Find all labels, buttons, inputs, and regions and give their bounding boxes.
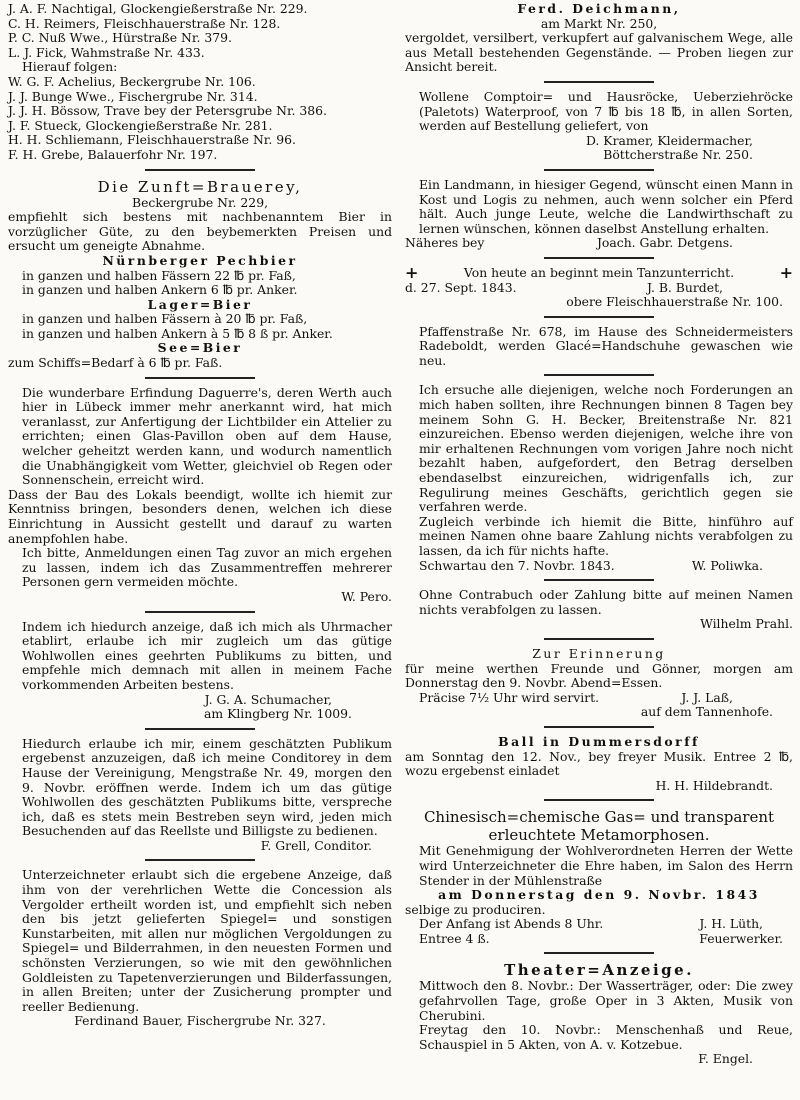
- grell-signature: F. Grell, Conditor.: [260, 837, 372, 853]
- landmann-signature: Joach. Gabr. Detgens.: [596, 235, 733, 251]
- list-item: H. H. Schliemann, Fleischhauerstraße Nr. 96.: [8, 132, 296, 148]
- theater-heading: Theater=Anzeige.: [504, 961, 694, 980]
- pero-paragraph: Ich bitte, Anmeldungen einen Tag zuvor an mich ergehen zu lassen, indem ich das Zusammentreffen mehrerer Personen gern vermeiden möchte.: [22, 545, 392, 590]
- cross-icon: +: [405, 262, 419, 282]
- gas-entree-line: [405, 932, 793, 947]
- grell-ad: [8, 737, 392, 854]
- theater-paragraph: Mittwoch den 8. Novbr.: Der Wasserträger, oder: Die zwey gefahrvollen Tage, große Oper in 3 Akten, Musik von Cherubini.: [419, 978, 793, 1023]
- radeboldt-text: Pfaffenstraße Nr. 678, im Hause des Schneidermeisters Radeboldt, werden Glacé=Handschuhe gewaschen wie neu.: [419, 323, 793, 368]
- theater-ad: [405, 961, 793, 1067]
- gas-date: am Donnerstag den 9. Novbr. 1843: [438, 887, 760, 903]
- list-item: J. J. Bunge Wwe., Fischergrube Nr. 314.: [8, 88, 258, 104]
- pero-signature: W. Pero.: [341, 588, 392, 604]
- theater-paragraph: Freytag den 10. Novbr.: Menschenhaß und Reue, Schauspiel in 5 Akten, von A. v. Kotzebue.: [419, 1022, 793, 1052]
- list-item: J. J. H. Bössow, Trave bey der Petersgrube Nr. 386.: [8, 103, 327, 119]
- divider: [544, 257, 654, 259]
- burdet-sigline: [405, 281, 793, 296]
- list-item: C. H. Reimers, Fleischhauerstraße Nr. 128.: [8, 15, 281, 31]
- poliwka-paragraph: Ich ersuche alle diejenigen, welche noch Forderungen an mich haben sollten, ihre Rechnungen binnen 8 Tagen bey meinem Sohn G. H. Becker, Breitenstraße Nr. 821 einzureichen. Ebenso werden diejenigen, welche ihre von mir erhaltenen Rechnungen vom vorigen Jahre noch nicht bezahlt haben, aufgefordert, den Betrag derselben ebendaselbst einzureichen, widrigenfalls ich, zur Regulirung meines Geschäfts, gerichtlich gegen sie verfahren werde.: [419, 382, 793, 515]
- list-item: J. F. Stueck, Glockengießerstraße Nr. 281.: [8, 117, 273, 133]
- gas-entree: Entree 4 ß.: [419, 930, 490, 946]
- poliwka-ad: [405, 383, 793, 573]
- poliwka-place-date: Schwartau den 7. Novbr. 1843.: [419, 557, 615, 573]
- gas-profession: Feuerwerker.: [699, 930, 783, 946]
- burdet-address: obere Fleischhauerstraße Nr. 100.: [566, 294, 783, 310]
- schumacher-address: am Klingberg Nr. 1009.: [204, 706, 352, 722]
- deichmann-text: vergoldet, versilbert, verkupfert auf galvanischem Wege, alle aus Metall bestehenden Gegenstände. — Proben liegen zur Ansicht bereit.: [405, 30, 793, 75]
- pero-ad: [8, 386, 392, 605]
- lass-signature: J. J. Laß,: [681, 689, 733, 705]
- ball-signature: H. H. Hildebrandt.: [655, 777, 773, 793]
- deichmann-ad: [405, 2, 793, 75]
- kramer-text: Wollene Comptoir= und Hausröcke, Ueberziehröcke (Paletots) Waterproof, von 7 ℔ bis 18 ℔, in allen Sorten, werden auf Bestellung geliefert, von: [419, 88, 793, 134]
- price-line: zum Schiffs=Bedarf à 6 ℔ pr. Faß.: [8, 355, 223, 371]
- left-column: [8, 2, 392, 1029]
- landmann-text: Ein Landmann, in hiesiger Gegend, wünscht einen Mann in Kost und Logis zu nehmen, auch wenn solcher ein Pferd hält. Auch junge Leute, welche die Landwirthschaft zu lernen wünschen, können daselbst Anstellung erhalten.: [419, 176, 793, 236]
- gas-produce: selbige zu produciren.: [405, 901, 546, 917]
- schumacher-ad: [8, 620, 392, 722]
- hierauf-label: Hierauf folgen:: [22, 59, 118, 75]
- landmann-ad: [405, 178, 793, 251]
- bauer-signature: Ferdinand Bauer, Fischergrube Nr. 327.: [74, 1013, 326, 1029]
- brewer-list-top: [8, 2, 392, 163]
- kramer-signature: D. Kramer, Kleidermacher,: [585, 132, 753, 148]
- gas-start: Der Anfang ist Abends 8 Uhr.: [419, 916, 604, 932]
- divider: [145, 859, 255, 861]
- list-item: J. A. F. Nachtigal, Glockengießerstraße Nr. 229.: [8, 1, 308, 16]
- price-line: in ganzen und halben Fässern 22 ℔ pr. Faß,: [22, 267, 296, 283]
- schumacher-signature: J. G. A. Schumacher,: [204, 691, 332, 707]
- divider: [544, 799, 654, 801]
- poliwka-signature: W. Poliwka.: [691, 557, 763, 573]
- brauerey-address: Beckergrube Nr. 229,: [131, 194, 269, 210]
- deichmann-name: Ferd. Deichmann,: [517, 1, 681, 16]
- poliwka-footer: [405, 559, 793, 574]
- schumacher-text: Indem ich hiedurch anzeige, daß ich mich als Uhrmacher etablirt, erlaube ich mir zugleich um das gütige Wohlwollen eines geehrten Publikums zu bitten, und empfehle mich demnach mit allen in meinem Fache vorkommenden Arbeiten bestens.: [22, 618, 392, 692]
- deichmann-address: am Markt Nr. 250,: [540, 15, 658, 31]
- kramer-ad: [405, 90, 793, 163]
- lass-time: Präcise 7½ Uhr wird servirt.: [419, 689, 600, 705]
- burdet-signature: J. B. Burdet,: [646, 279, 723, 295]
- brauerey-heading-lagerbier: Lager=Bier: [147, 296, 253, 312]
- burdet-date: d. 27. Sept. 1843.: [405, 279, 517, 295]
- divider: [544, 638, 654, 640]
- prahl-ad: [405, 588, 793, 632]
- landmann-naheres: Näheres bey: [405, 235, 485, 251]
- divider: [544, 316, 654, 318]
- poliwka-paragraph: Zugleich verbinde ich hiemit die Bitte, hinführo auf meinen Namen ohne baare Zahlung nichts verabfolgen zu lassen, da ich für nichts hafte.: [419, 513, 793, 558]
- lass-timeline: [405, 691, 793, 706]
- gas-text: Mit Genehmigung der Wohlverordneten Herren der Wette wird Unterzeichneter die Ehre haben, im Salon des Herrn Stender in der Mühlenstraße: [419, 843, 793, 888]
- list-item: F. H. Grebe, Balauerfohr Nr. 197.: [8, 146, 218, 162]
- pero-paragraph: Die wunderbare Erfindung Daguerre's, deren Werth auch hier in Lübeck immer mehr anerkannt wird, hat mich veranlasst, zur Anfertigung der Lichtbilder ein Attelier zu errichten; einen Glas-Pavillon oben auf dem Hause, welcher geheitzt werden kann, und wodurch namentlich die Unabhängigkeit vom Wetter, gleichviel ob Regen oder Sonnenschein, erreicht wird.: [22, 384, 392, 488]
- gas-start-line: [405, 917, 793, 932]
- prahl-text: Ohne Contrabuch oder Zahlung bitte auf meinen Namen nichts verabfolgen zu lassen.: [419, 587, 793, 617]
- lass-address: auf dem Tannenhofe.: [640, 704, 773, 720]
- divider: [544, 81, 654, 83]
- list-item: P. C. Nuß Wwe., Hürstraße Nr. 379.: [8, 30, 232, 46]
- theater-signature: F. Engel.: [698, 1051, 753, 1067]
- cross-icon: +: [779, 262, 793, 282]
- grell-text: Hiedurch erlaube ich mir, einem geschätzten Publikum ergebenst anzuzeigen, daß ich meine Conditorey in dem Hause der Vereinigung, Mengstraße Nr. 49, morgen den 9. Novbr. eröffnen werde. Indem ich um das gütige Wohlwollen des geschätzten Publikums bitte, verspreche ich, daß es stets mein Bestreben seyn wird, jeden mich Besuchenden auf das Reellste und Billigste zu bedienen.: [22, 735, 392, 839]
- brauerey-heading-pechbier: Nürnberger Pechbier: [102, 252, 298, 268]
- burdet-headline: [405, 262, 793, 282]
- divider: [145, 728, 255, 730]
- divider: [544, 169, 654, 171]
- lass-heading: Zur Erinnerung: [532, 645, 666, 661]
- brauerey-intro: empfiehlt sich bestens mit nachbenanntem Bier in vorzüglicher Güte, zu den beybemerkten Preisen und ersucht um geneigte Abnahme.: [8, 209, 392, 254]
- list-item: L. J. Fick, Wahmstraße Nr. 433.: [8, 44, 205, 60]
- brauerey-ad: [8, 178, 392, 371]
- divider: [145, 169, 255, 171]
- bauer-text: Unterzeichneter erlaubt sich die ergebene Anzeige, daß ihm von der verehrlichen Wette die Concession als Vergolder ertheilt worden ist, und empfiehlt sich neben den bis jetzt gelieferten Spiegel= und sonstigen Kunstarbeiten, mit allen nur möglichen Vergoldungen zu Spiegel= und Bilderrahmen, in den neuesten Formen und schönsten Verzierungen, so wie mit den gewöhnlichen Goldleisten zu Tapetenverzierungen und Bilderfassungen, in allen Breiten; unter der Zusicherung prompter und reeller Bedienung.: [22, 867, 392, 1014]
- ball-ad: [405, 735, 793, 793]
- divider: [544, 952, 654, 954]
- kramer-address: Böttcherstraße Nr. 250.: [603, 147, 753, 163]
- lass-text: für meine werthen Freunde und Gönner, morgen am Donnerstag den 9. Novbr. Abend=Essen.: [405, 660, 793, 691]
- brauerey-heading-seebier: See=Bier: [157, 340, 243, 356]
- divider: [145, 377, 255, 379]
- ball-heading: Ball in Dummersdorff: [498, 733, 700, 749]
- pero-paragraph: Dass der Bau des Lokals beendigt, wollte ich hiemit zur Kenntniss bringen, besonders denen, welchen ich diese Einrichtung in Aussicht gestellt und darauf zu warten anempfohlen habe.: [8, 486, 392, 546]
- list-item: W. G. F. Achelius, Beckergrube Nr. 106.: [8, 73, 256, 89]
- prahl-signature: Wilhelm Prahl.: [700, 616, 793, 632]
- divider: [544, 726, 654, 728]
- bauer-ad: [8, 868, 392, 1029]
- right-column: [405, 2, 793, 1067]
- price-line: in ganzen und halben Ankern à 5 ℔ 8 ß pr. Anker.: [22, 325, 333, 341]
- lass-ad: [405, 647, 793, 720]
- brauerey-title: Die Zunft=Brauerey,: [97, 177, 303, 196]
- ball-text: am Sonntag den 12. Nov., bey freyer Musik. Entree 2 ℔, wozu ergebenst einladet: [405, 748, 793, 779]
- gas-heading: Chinesisch=chemische Gas= und transparent erleuchtete Metamorphosen.: [423, 808, 775, 845]
- gas-signature: J. H. Lüth,: [699, 916, 763, 932]
- price-line: in ganzen und halben Fässern à 20 ℔ pr. Faß,: [22, 311, 308, 327]
- divider: [544, 579, 654, 581]
- landmann-footer: [405, 236, 793, 251]
- divider: [544, 374, 654, 376]
- price-line: in ganzen und halben Ankern 6 ℔ pr. Anker.: [22, 282, 298, 298]
- divider: [145, 611, 255, 613]
- gas-ad: [405, 808, 793, 946]
- burdet-line: Von heute an beginnt mein Tanzunterricht.: [463, 264, 735, 280]
- burdet-ad: [405, 262, 793, 310]
- radeboldt-ad: [405, 325, 793, 369]
